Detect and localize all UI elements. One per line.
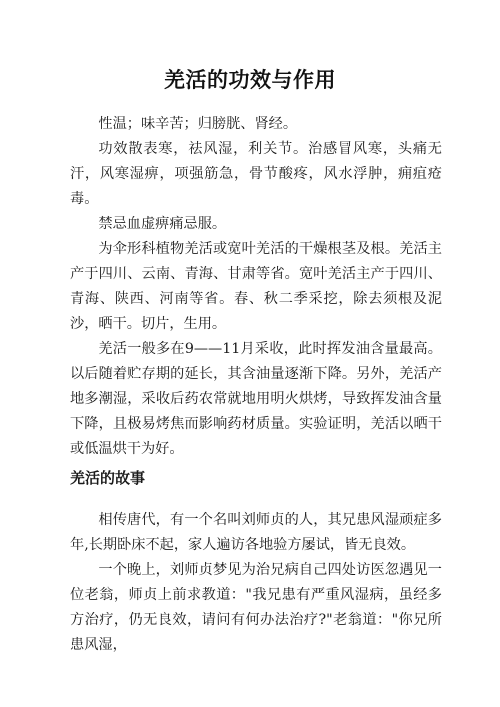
paragraph-story-2: 一个晚上，刘师贞梦见为治兄病自己四处访医忽遇见一位老翁，师贞上前求教道："我兄患有严重风湿病，虽经多方治疗，仍无良效，请问有何办法治疗?"老翁道："你兄所患风湿， <box>70 562 442 653</box>
paragraph-story-1: 相传唐代，有一个名叫刘师贞的人，其兄患风湿顽症多年,长期卧床不起，家人遍访各地验方屡试，皆无良效。 <box>70 512 442 553</box>
paragraph-harvest: 羌活一般多在9——11月采收，此时挥发油含量最高。 以后随着贮存期的延长，其含油量逐渐下降。另外，羌活产 地多潮湿，采收后药农常就地用明火烘烤，导致挥发油含量 下降，且极易烤焦而影响药材质量。实验证明，羌活以晒干 或低温烘干为好。 <box>70 341 442 457</box>
section-heading: 羌活的故事 <box>70 469 146 487</box>
paragraph-properties: 性温；味辛苦；归膀胱、肾经。 <box>98 116 298 132</box>
intro-section <box>70 112 442 462</box>
paragraph-origin: 为伞形科植物羌活或宽叶羌活的干燥根茎及根。羌活主产于四川、云南、青海、甘肃等省。宽叶羌活主产于四川、青海、陕西、河南等省。春、秋二季采挖，除去须根及泥沙，晒干。切片，生用。 <box>70 241 442 332</box>
paragraph-efficacy: 功效散表寒，祛风湿，利关节。治感冒风寒，头痛无汗，风寒湿痹，项强筋急，骨节酸疼，风水浮肿，痈疽疮毒。 <box>70 141 442 207</box>
paragraph-contraindication: 禁忌血虚痹痛忌服。 <box>98 216 227 232</box>
story-section <box>70 508 442 658</box>
document-title: 羌活的功效与作用 <box>164 68 336 92</box>
